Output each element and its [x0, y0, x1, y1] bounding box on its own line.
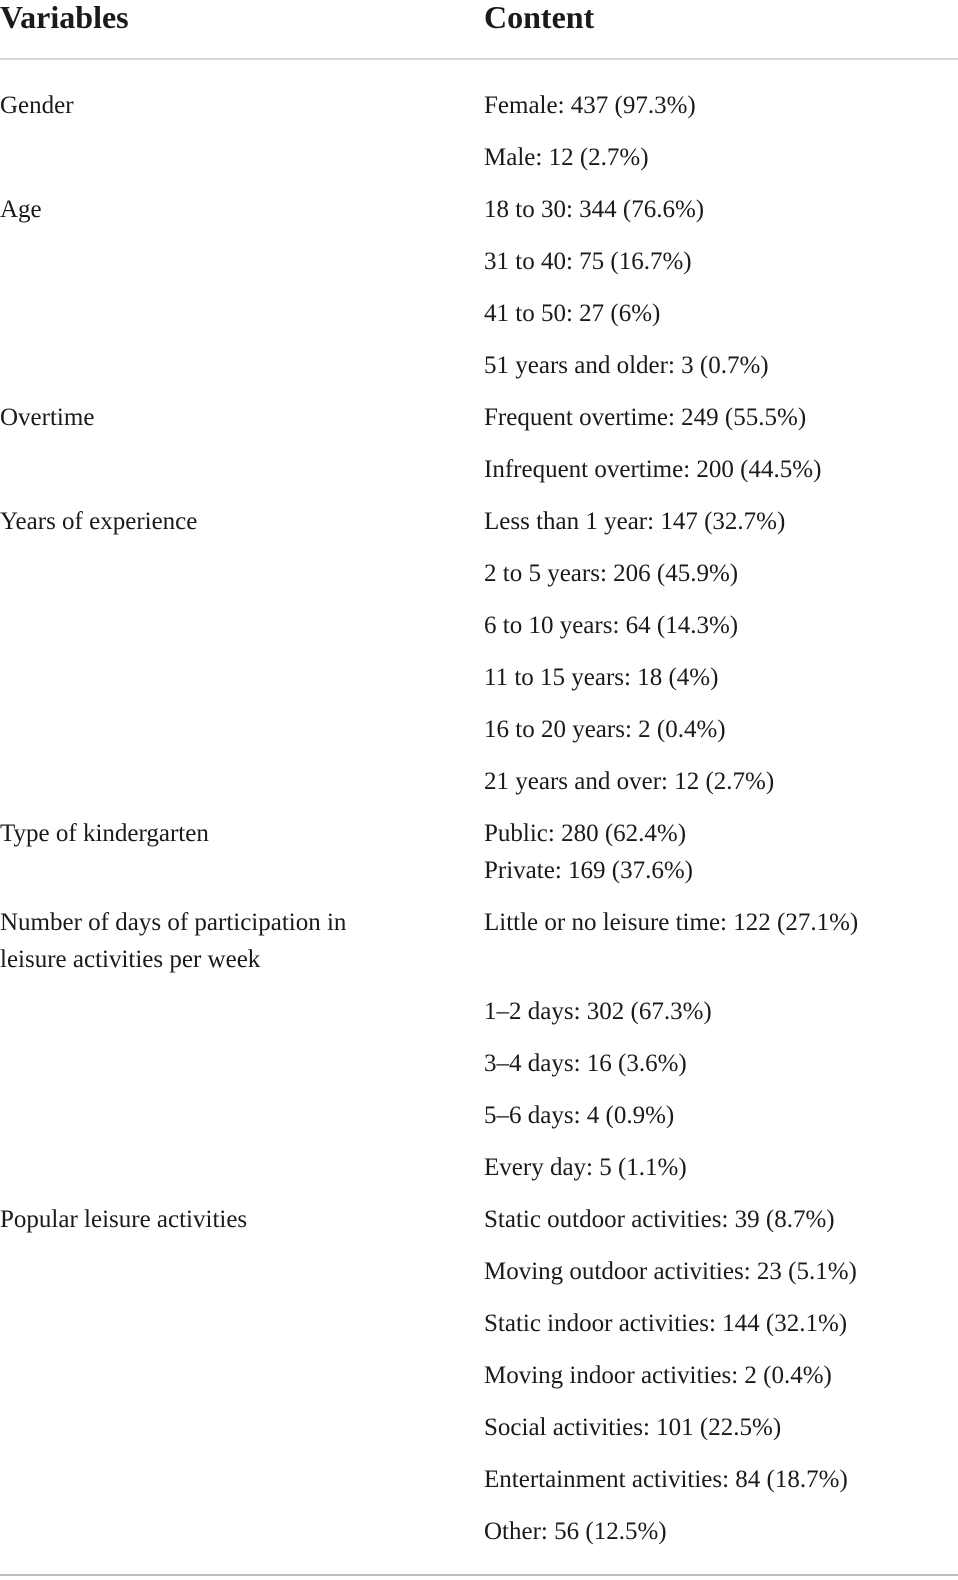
content-line: Infrequent overtime: 200 (44.5%): [484, 456, 822, 483]
content-line: Less than 1 year: 147 (32.7%): [484, 508, 786, 535]
content-line: Male: 12 (2.7%): [484, 144, 649, 171]
content-line: Entertainment activities: 84 (18.7%): [484, 1466, 848, 1493]
content-line: Static indoor activities: 144 (32.1%): [484, 1310, 848, 1337]
content-line: 31 to 40: 75 (16.7%): [484, 248, 692, 275]
variable-label: Popular leisure activities: [0, 1206, 248, 1233]
content-line: Public: 280 (62.4%): [484, 820, 687, 847]
variable-label: Gender: [0, 92, 74, 119]
content-line: 11 to 15 years: 18 (4%): [484, 664, 719, 691]
content-line: Other: 56 (12.5%): [484, 1518, 667, 1545]
variable-label: Age: [0, 196, 42, 223]
content-cell: [484, 476, 958, 800]
content-line: Static outdoor activities: 39 (8.7%): [484, 1206, 835, 1233]
table-body: [0, 60, 958, 1545]
content-line: Little or no leisure time: 122 (27.1%): [484, 909, 859, 936]
content-line: Every day: 5 (1.1%): [484, 1154, 687, 1181]
table-row: [0, 164, 958, 379]
variable-label: Number of days of participation in leisure activities per week: [0, 909, 347, 973]
content-line: 3–4 days: 16 (3.6%): [484, 1050, 687, 1077]
content-line: 2 to 5 years: 206 (45.9%): [484, 560, 739, 587]
content-line: 41 to 50: 27 (6%): [484, 300, 661, 327]
content-line: 21 years and over: 12 (2.7%): [484, 768, 775, 795]
table-bottom-rule: [0, 1574, 958, 1576]
table-row: [0, 476, 958, 795]
content-line: Private: 169 (37.6%): [484, 857, 693, 884]
content-cell: [484, 877, 958, 1186]
content-cell: [484, 60, 958, 176]
content-line: 5–6 days: 4 (0.9%): [484, 1102, 675, 1129]
content-line: Moving outdoor activities: 23 (5.1%): [484, 1258, 857, 1285]
content-line: Social activities: 101 (22.5%): [484, 1414, 782, 1441]
table-row: [0, 1174, 958, 1545]
table-row: [0, 60, 958, 171]
table-row: [0, 877, 958, 1181]
content-cell: [484, 372, 958, 488]
content-line: Moving indoor activities: 2 (0.4%): [484, 1362, 832, 1389]
content-line: 6 to 10 years: 64 (14.3%): [484, 612, 739, 639]
table-row: [0, 372, 958, 483]
table-header: [0, 0, 958, 58]
content-line: Female: 437 (97.3%): [484, 92, 696, 119]
content-cell: [484, 1174, 958, 1550]
content-line: 1–2 days: 302 (67.3%): [484, 998, 712, 1025]
content-line: 18 to 30: 344 (76.6%): [484, 196, 705, 223]
content-line: 16 to 20 years: 2 (0.4%): [484, 716, 726, 743]
content-line: 51 years and older: 3 (0.7%): [484, 352, 769, 379]
variable-label: Years of experience: [0, 508, 198, 535]
table-row: [0, 788, 958, 884]
content-line: Frequent overtime: 249 (55.5%): [484, 404, 807, 431]
variable-label: Type of kindergarten: [0, 820, 209, 847]
column-header-variables: Variables: [0, 0, 129, 35]
column-header-content: Content: [484, 0, 595, 35]
content-cell: [484, 788, 958, 889]
variable-label: Overtime: [0, 404, 95, 431]
content-cell: [484, 164, 958, 384]
